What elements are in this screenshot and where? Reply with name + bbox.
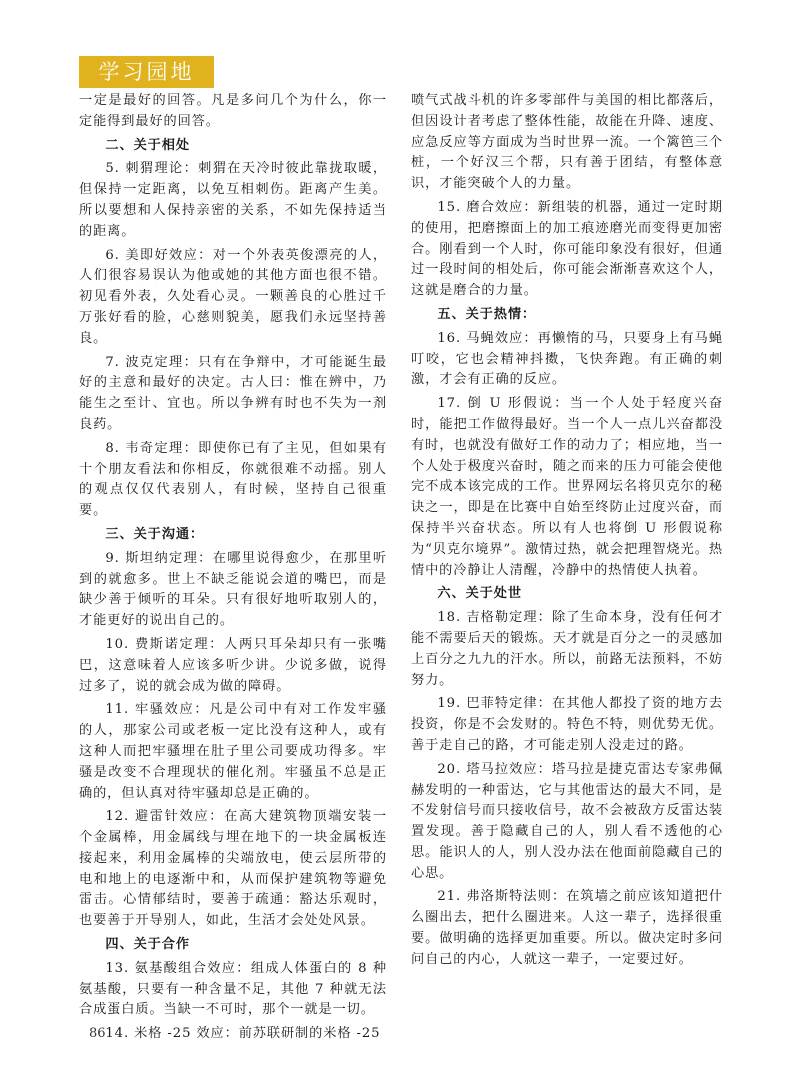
- section-heading: 六、关于处世: [437, 586, 522, 602]
- right-column: [411, 91, 723, 974]
- paragraph: 18. 吉格勒定理：除了生命本身，没有任何才能不需要后天的锻炼。天才就是百分之一的灵感加上百分之九九的汗水。所以，前路无法预料，不妨努力。: [411, 610, 723, 688]
- section-heading: 四、关于合作: [105, 937, 190, 953]
- paragraph: 15. 磨合效应：新组装的机器，通过一定时期的使用，把磨擦面上的加工痕迹磨光而变得更加密合。刚看到一个人时，你可能印象没有很好，但通过一段时间的相处后，你可能会渐渐喜欢这个人，这就是磨合的力量。: [411, 199, 723, 299]
- paragraph: 19. 巴菲特定律：在其他人都投了资的地方去投资，你是不会发财的。特色不特，则优势无优。善于走自己的路，才可能走别人没走过的路。: [411, 696, 723, 753]
- page-number: 86: [89, 1026, 106, 1041]
- section-heading: 二、关于相处: [105, 137, 190, 153]
- paragraph: 13. 氨基酸组合效应：组成人体蛋白的 8 种氨基酸，只要有一种含量不足，其他 7 种就无法合成蛋白质。当缺一不可时，那个一就是一切。: [79, 960, 387, 1018]
- paragraph: 5. 刺猬理论：刺猬在天冷时彼此靠拢取暖，但保持一定距离，以免互相刺伤。距离产生美。所以要想和人保持亲密的关系，不如先保持适当的距离。: [79, 161, 387, 239]
- paragraph: 喷气式战斗机的许多零部件与美国的相比都落后，但因设计者考虑了整体性能，故能在升降、速度、应急反应等方面成为当时世界一流。一个篱笆三个桩，一个好汉三个帮，只有善于团结，有整体意识，才能突破个人的力量。: [411, 93, 723, 192]
- paragraph: 8. 韦奇定理：即使你已有了主见，但如果有十个朋友看法和你相反，你就很难不动摇。别人的观点仅仅代表别人，有时候，坚持自己很重要。: [79, 440, 387, 519]
- paragraph: 11. 牢骚效应：凡是公司中有对工作发牢骚的人，那家公司或老板一定比没有这种人，或有这种人而把牢骚埋在肚子里公司要成功得多。牢骚是改变不合理现状的催化剂。牢骚虽不总是正确的，但认真对待牢骚却总是正确的。: [79, 702, 387, 801]
- paragraph: 10. 费斯诺定理：人两只耳朵却只有一张嘴巴，这意味着人应该多听少讲。少说多做，说得过多了，说的就会成为做的障碍。: [79, 636, 387, 694]
- paragraph: 7. 波克定理：只有在争辩中，才可能诞生最好的主意和最好的决定。古人曰：惟在辨中，乃能生之至计、宜也。所以争辨有时也不失为一剂良药。: [79, 354, 387, 432]
- section-heading: 三、关于沟通：: [105, 526, 205, 542]
- paragraph: 20. 塔马拉效应：塔马拉是捷克雷达专家弗佩赫发明的一种雷达，它与其他雷达的最大不同，是不发射信号而只接收信号，故不会被敌方反雷达装置发现。善于隐藏自己的人，别人看不透他的心思。能识人的人，别人没办法在他面前隐藏自己的心思。: [411, 761, 723, 881]
- section-heading: 五、关于热情：: [437, 306, 537, 322]
- paragraph: 12. 避雷针效应：在高大建筑物顶端安装一个金属棒，用金属线与埋在地下的一块金属板连接起来，利用金属棒的尖端放电，使云层所带的电和地上的电逐渐中和，从而保护建筑物等避免雷击。心情郁结时，要善于疏通：豁达乐观时，也要善于开导别人，如此，生活才会处处风景。: [79, 809, 387, 929]
- paragraph: 一定是最好的回答。凡是多问几个为什么，你一定能得到最好的回答。: [79, 93, 387, 129]
- paragraph: 6. 美即好效应：对一个外表英俊漂亮的人，人们很容易误认为他或她的其他方面也很不错。初见看外表，久处看心灵。一颗善良的心胜过千万张好看的脸，心慈则貌美，愿我们永远坚持善良。: [79, 247, 387, 346]
- section-banner: 学习园地: [79, 56, 214, 88]
- paragraph: 17. 倒 U 形假说：当一个人处于轻度兴奋时，能把工作做得最好。当一个人一点儿兴奋都没有时，也就没有做好工作的动力了；相应地，当一个人处于极度兴奋时，随之而来的压力可能会使他完不成本该完成的工作。世界网坛名将贝克尔的秘诀之一，即是在比赛中自始至终防止过度兴奋，而保持半兴奋状态。所以有人也将倒 U 形假说称为“贝克尔境界”。激情过热，就会把理智烧光。热情中的冷静让人清醒，冷静中的热情使人执着。: [411, 396, 723, 578]
- paragraph: 21. 弗洛斯特法则：在筑墙之前应该知道把什么圈出去，把什么圈进来。人这一辈子，选择很重要。做明确的选择更加重要。所以。做决定时多问问自己的内心，人就这一辈子，一定要过好。: [411, 889, 723, 967]
- left-column: [79, 91, 387, 1048]
- paragraph: 16. 马蝇效应：再懒惰的马，只要身上有马蝇叮咬，它也会精神抖擞，飞快奔跑。有正确的刺激，才会有正确的反应。: [411, 330, 723, 388]
- paragraph: 9. 斯坦纳定理：在哪里说得愈少，在那里听到的就愈多。世上不缺乏能说会道的嘴巴，而是缺少善于倾听的耳朵。只有很好地听取别人的，才能更好的说出自己的。: [79, 550, 387, 629]
- paragraph: 14. 米格 -25 效应：前苏联研制的米格 -25: [105, 1026, 381, 1042]
